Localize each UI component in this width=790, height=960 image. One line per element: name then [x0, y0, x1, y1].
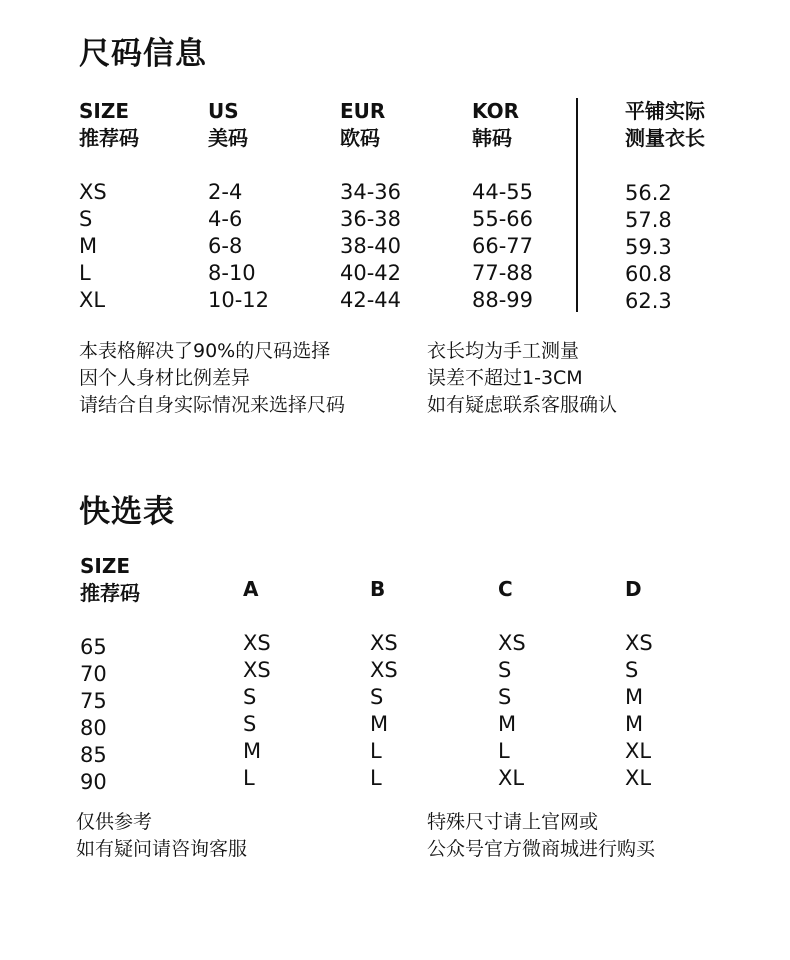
table-cell: 60.8	[625, 262, 672, 286]
table-cell: 77-88	[472, 261, 534, 285]
table-cell: M	[625, 712, 644, 736]
table-cell: 66-77	[472, 234, 534, 258]
size-info-notes-left: 本表格解决了90%的尺码选择 因个人身材比例差异 请结合自身实际情况来选择尺码	[79, 340, 346, 416]
table-cell: XS	[370, 658, 398, 682]
table-cell: 59.3	[625, 235, 672, 259]
table-cell: XS	[498, 631, 526, 655]
table-cell: 80	[80, 716, 107, 740]
quick-select-title: 快选表	[79, 494, 175, 530]
table-cell: XS	[243, 631, 271, 655]
header-length: 平铺实际 测量衣长	[625, 99, 705, 150]
size-info-title: 尺码信息	[79, 36, 207, 72]
table-cell: L	[79, 261, 91, 285]
table-cell: XS	[79, 180, 107, 204]
header-us: US 美码	[208, 99, 248, 150]
table-cell: M	[498, 712, 517, 736]
table-cell: 38-40	[340, 234, 402, 258]
table-cell: XS	[243, 658, 271, 682]
quick-select-notes-right: 特殊尺寸请上官网或 公众号官方微商城进行购买	[427, 811, 656, 860]
table-cell: XL	[498, 766, 525, 790]
header-size: SIZE 推荐码	[79, 99, 139, 150]
table-cell: 88-99	[472, 288, 534, 312]
table-cell: L	[370, 766, 382, 790]
column-length-values	[625, 180, 672, 315]
table-cell: 65	[80, 635, 107, 659]
header-eur: EUR 欧码	[340, 99, 386, 150]
header-size: SIZE 推荐码	[80, 554, 140, 605]
table-cell: 40-42	[340, 261, 402, 285]
table-cell: 2-4	[208, 180, 243, 204]
column-size-values	[79, 179, 107, 314]
table-cell: XS	[625, 631, 653, 655]
table-cell: L	[243, 766, 255, 790]
table-cell: 6-8	[208, 234, 243, 258]
table-cell: 57.8	[625, 208, 672, 232]
header-c: C	[498, 577, 513, 601]
table-cell: M	[243, 739, 262, 763]
column-eur-values	[340, 179, 401, 314]
column-c-values	[498, 630, 526, 792]
table-cell: L	[370, 739, 382, 763]
table-cell: 10-12	[208, 288, 270, 312]
table-cell: 62.3	[625, 289, 672, 313]
table-cell: M	[370, 712, 389, 736]
table-cell: S	[243, 712, 257, 736]
table-cell: L	[498, 739, 510, 763]
column-a-values	[243, 630, 271, 792]
table-cell: 44-55	[472, 180, 534, 204]
table-cell: 42-44	[340, 288, 402, 312]
column-d-values	[625, 630, 653, 792]
quick-select-notes-left: 仅供参考 如有疑问请咨询客服	[76, 811, 248, 860]
table-cell: 85	[80, 743, 107, 767]
column-b-values	[370, 630, 398, 792]
table-cell: M	[625, 685, 644, 709]
table-cell: 55-66	[472, 207, 534, 231]
column-divider	[576, 98, 578, 312]
header-b: B	[370, 577, 386, 601]
table-cell: 4-6	[208, 207, 243, 231]
table-cell: XL	[79, 288, 106, 312]
table-cell: 75	[80, 689, 107, 713]
header-kor: KOR 韩码	[472, 99, 520, 150]
table-cell: 34-36	[340, 180, 402, 204]
table-cell: 8-10	[208, 261, 256, 285]
header-d: D	[625, 577, 642, 601]
column-size-values	[80, 634, 107, 796]
table-cell: S	[370, 685, 384, 709]
table-cell: XL	[625, 766, 652, 790]
table-cell: M	[79, 234, 98, 258]
size-info-notes-right: 衣长均为手工测量 误差不超过1-3CM 如有疑虑联系客服确认	[427, 340, 618, 416]
table-cell: S	[498, 685, 512, 709]
table-cell: S	[79, 207, 93, 231]
column-kor-values	[472, 179, 533, 314]
table-cell: 56.2	[625, 181, 672, 205]
table-cell: 90	[80, 770, 107, 794]
table-cell: S	[243, 685, 257, 709]
table-cell: 36-38	[340, 207, 402, 231]
header-a: A	[243, 577, 259, 601]
table-cell: XL	[625, 739, 652, 763]
table-cell: 70	[80, 662, 107, 686]
column-us-values	[208, 179, 269, 314]
table-cell: S	[625, 658, 639, 682]
table-cell: S	[498, 658, 512, 682]
table-cell: XS	[370, 631, 398, 655]
